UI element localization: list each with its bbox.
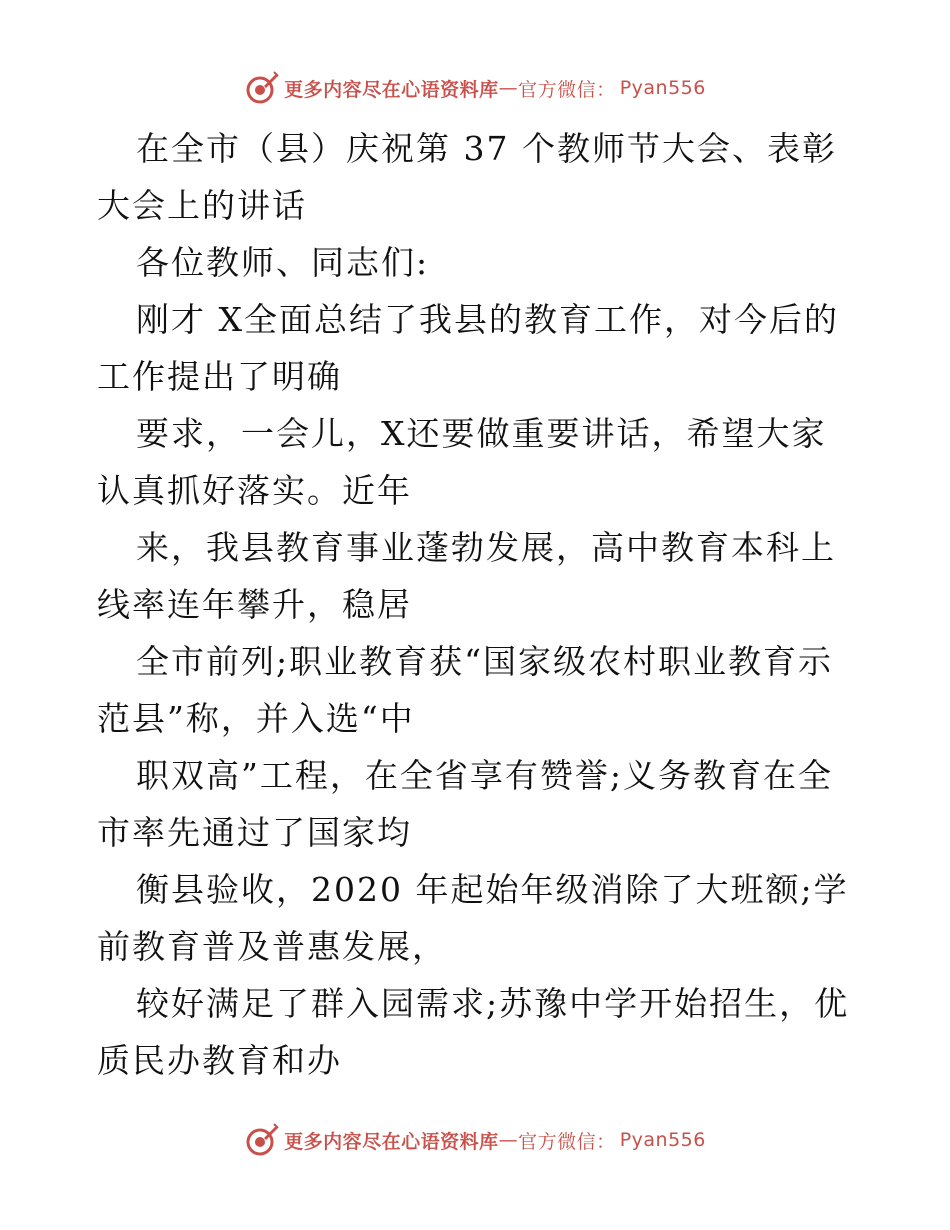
paragraph: 来，我县教育事业蓬勃发展，高中教育本科上线率连年攀升，稳居 bbox=[97, 528, 836, 624]
watermark-wechat-id: Pyan556 bbox=[619, 77, 706, 99]
salutation: 各位教师、同志们: bbox=[136, 243, 430, 282]
watermark-dash: — bbox=[498, 1129, 519, 1151]
watermark-dash: — bbox=[498, 77, 519, 99]
watermark-brand: 更多内容尽在心语资料库 bbox=[284, 78, 499, 101]
watermark-brand: 更多内容尽在心语资料库 bbox=[284, 1130, 499, 1153]
paragraph: 衡县验收，2020 年起始年级消除了大班额;学前教育普及普惠发展， bbox=[97, 870, 849, 966]
paragraph: 要求，一会儿，X还要做重要讲话，希望大家认真抓好落实。近年 bbox=[97, 414, 827, 510]
paragraph: 较好满足了群入园需求;苏豫中学开始招生，优质民办教育和办 bbox=[97, 984, 850, 1080]
watermark-label: 官方微信： bbox=[518, 1130, 616, 1153]
paragraph: 职双高”工程，在全省享有赞誉;义务教育在全市率先通过了国家均 bbox=[97, 756, 833, 852]
pen-logo-icon bbox=[244, 1122, 280, 1158]
footer-watermark bbox=[0, 1118, 950, 1162]
watermark-wechat-id: Pyan556 bbox=[619, 1129, 706, 1151]
header-watermark bbox=[0, 66, 950, 110]
paragraph: 全市前列;职业教育获“国家级农村职业教育示范县”称，并入选“中 bbox=[97, 642, 833, 738]
pen-logo-icon bbox=[244, 70, 280, 106]
document-body bbox=[97, 120, 857, 1089]
paragraph: 刚才 X全面总结了我县的教育工作，对今后的工作提出了明确 bbox=[97, 300, 839, 396]
watermark-label: 官方微信： bbox=[518, 78, 616, 101]
document-title: 在全市（县）庆祝第 37 个教师节大会、表彰大会上的讲话 bbox=[97, 129, 837, 225]
